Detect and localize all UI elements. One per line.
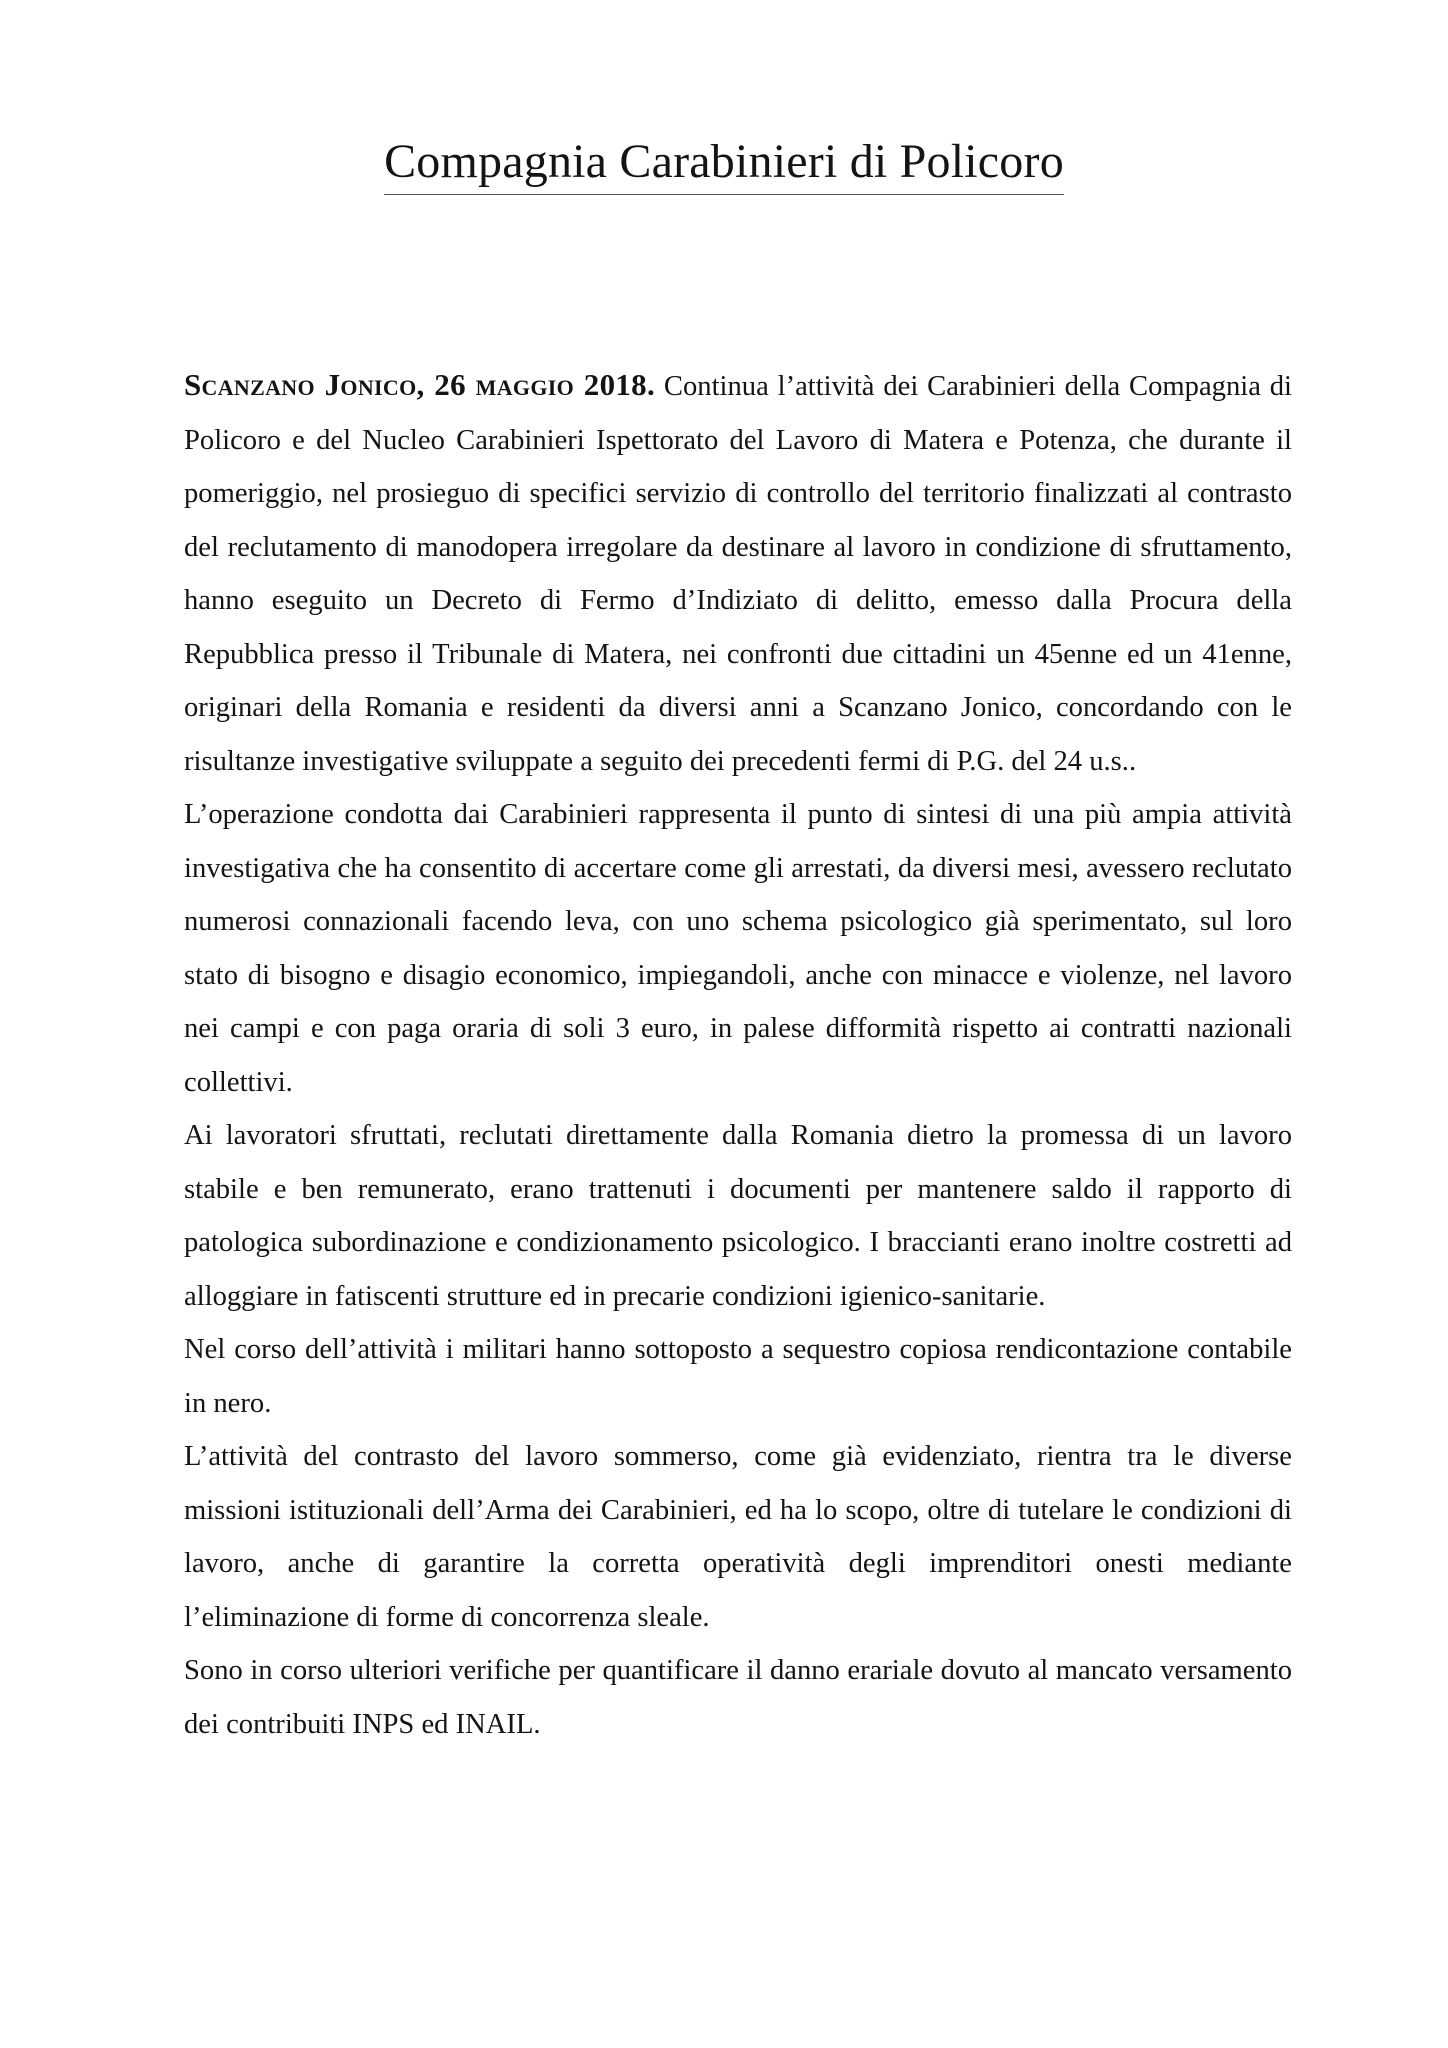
paragraph-6: Sono in corso ulteriori verifiche per quantificare il danno erariale dovuto al mancato versamento dei contribuiti INPS ed INAIL. [184,1655,1292,1740]
page-title: Compagnia Carabinieri di Policoro [384,132,1064,195]
paragraph-2: L’operazione condotta dai Carabinieri rappresenta il punto di sintesi di una più ampia attività investigativa che ha consentito di accertare come gli arrestati, da diversi mesi, avessero reclutato numerosi connazionali facendo leva, con uno schema psicologico già sperimentato, sul loro stato di bisogno e disagio economico, impiegandoli, anche con minacce e violenze, nel lavoro nei campi e con paga oraria di soli 3 euro, in palese difformità rispetto ai contratti nazionali collettivi. [184,799,1292,1098]
press-release-body [184,358,1292,1751]
paragraph-4: Nel corso dell’attività i militari hanno sottoposto a sequestro copiosa rendicontazione contabile in nero. [184,1334,1292,1419]
paragraph-1 [184,358,1292,788]
paragraph-1-text: Continua l’attività dei Carabinieri della Compagnia di Policoro e del Nucleo Carabinieri Ispettorato del Lavoro di Matera e Potenza, che durante il pomeriggio, nel prosieguo di specifici servizio di controllo del territorio finalizzati al contrasto del reclutamento di manodopera irregolare da destinare al lavoro in condizione di sfruttamento, hanno eseguito un Decreto di Fermo d’Indiziato di delitto, emesso dalla Procura della Repubblica presso il Tribunale di Matera, nei confronti due cittadini un 45enne ed un 41enne, originari della Romania e residenti da diversi anni a Scanzano Jonico, concordando con le risultanze investigative sviluppate a seguito dei precedenti fermi di P.G. del 24 u.s.. [184,371,1292,777]
dateline: Scanzano Jonico, 26 maggio 2018. [184,367,656,402]
paragraph-5: L’attività del contrasto del lavoro sommerso, come già evidenziato, rientra tra le diverse missioni istituzionali dell’Arma dei Carabinieri, ed ha lo scopo, oltre di tutelare le condizioni di lavoro, anche di garantire la corretta operatività degli imprenditori onesti mediante l’eliminazione di forme di concorrenza sleale. [184,1441,1292,1633]
header [0,132,1448,195]
paragraph-3: Ai lavoratori sfruttati, reclutati direttamente dalla Romania dietro la promessa di un lavoro stabile e ben remunerato, erano trattenuti i documenti per mantenere saldo il rapporto di patologica subordinazione e condizionamento psicologico. I braccianti erano inoltre costretti ad alloggiare in fatiscenti strutture ed in precarie condizioni igienico-sanitarie. [184,1120,1292,1312]
